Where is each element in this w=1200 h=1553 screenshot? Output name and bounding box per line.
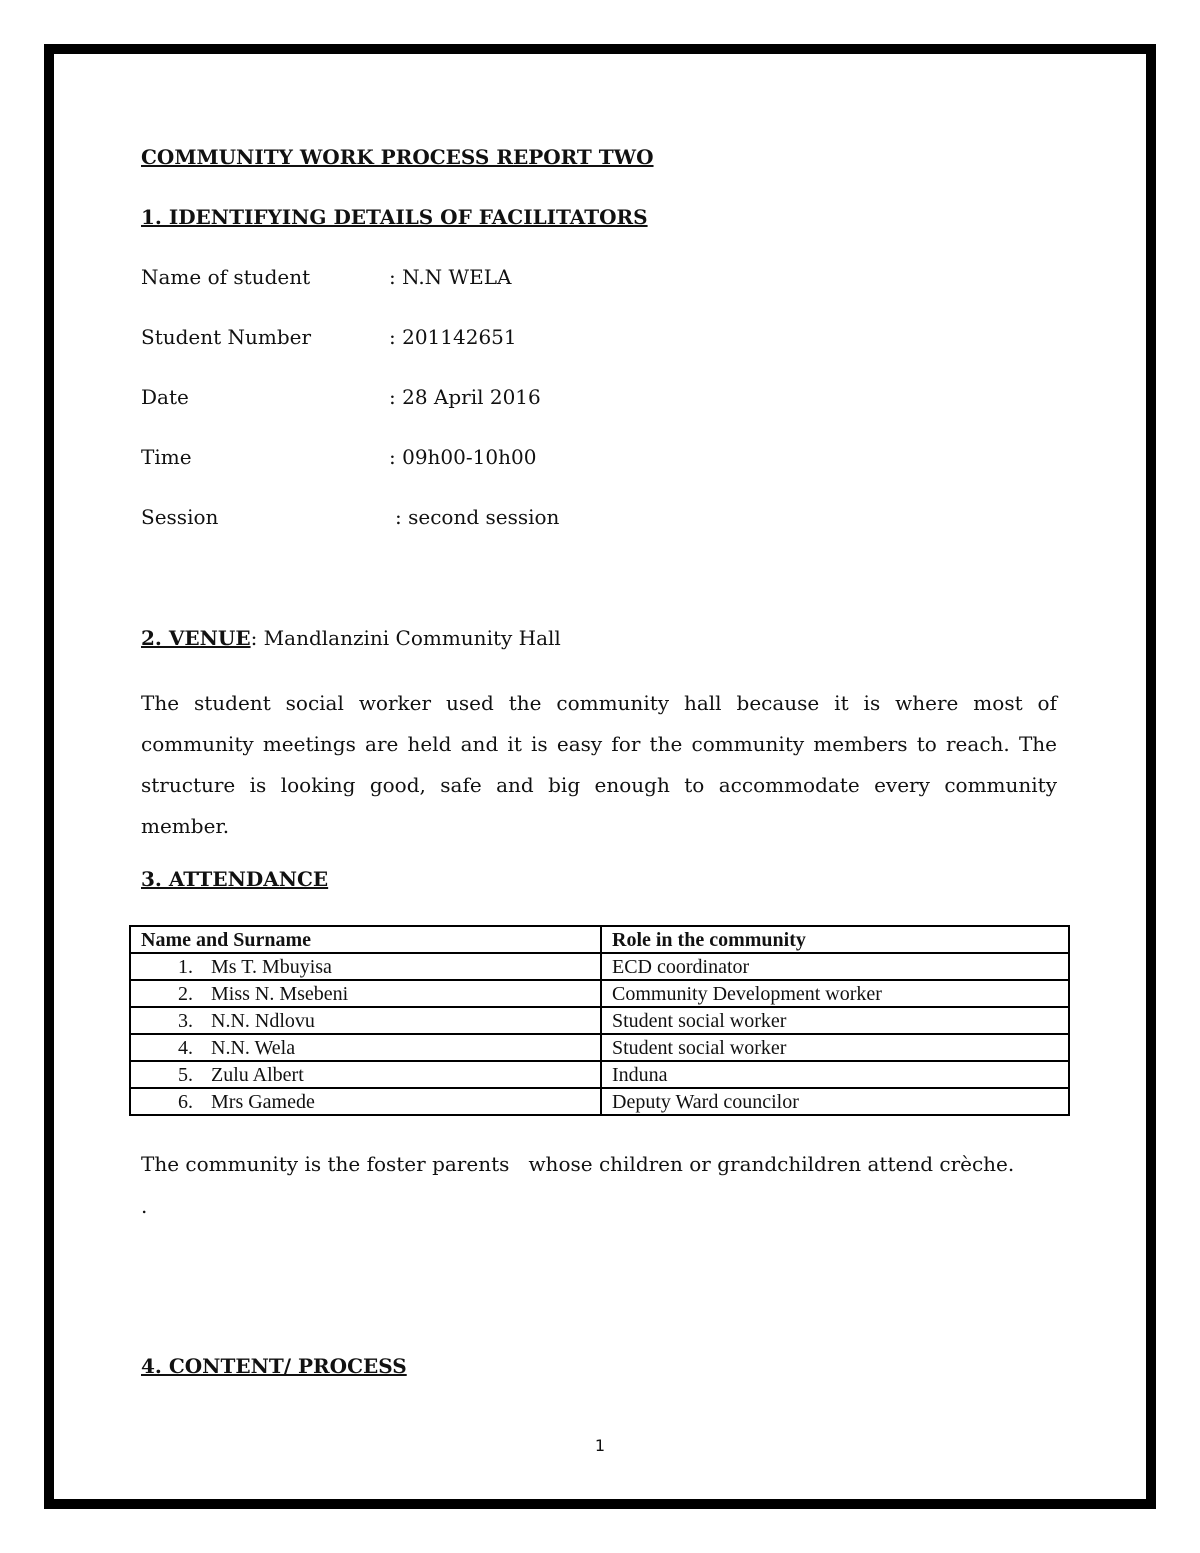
attendance-note: The community is the foster parents whose children or grandchildren attend crèche. — [141, 1152, 1015, 1176]
row-number: 1. — [178, 956, 193, 978]
venue-name: : Mandlanzini Community Hall — [250, 626, 561, 650]
row-number: 3. — [178, 1010, 193, 1032]
field-value-student-number: : 201142651 — [389, 325, 517, 349]
venue-paragraph: The student social worker used the community hall because it is where most of community meetings are held and it is easy for the community members to reach. The structure is looking good, safe and big enough to accommodate every community member. — [141, 691, 1057, 838]
row-number: 4. — [178, 1037, 193, 1059]
section-3-heading: 3. ATTENDANCE — [141, 867, 329, 891]
attendee-role: ECD coordinator — [601, 953, 1069, 980]
field-value-session: : second session — [395, 505, 560, 529]
table-row — [130, 980, 1069, 1007]
attendee-role: Induna — [601, 1061, 1069, 1088]
stray-dot: . — [141, 1194, 148, 1218]
attendee-name-cell — [130, 1007, 601, 1034]
attendee-role: Deputy Ward councilor — [601, 1088, 1069, 1115]
row-number: 2. — [178, 983, 193, 1005]
attendee-name-cell — [130, 1034, 601, 1061]
attendee-role: Student social worker — [601, 1007, 1069, 1034]
attendee-name-cell — [130, 1088, 601, 1115]
table-row — [130, 1034, 1069, 1061]
attendee-name: Ms T. Mbuyisa — [211, 956, 332, 978]
table-row — [130, 953, 1069, 980]
field-label-name: Name of student — [141, 265, 311, 289]
attendee-name: N.N. Ndlovu — [211, 1010, 315, 1032]
field-label-session: Session — [141, 505, 219, 529]
field-value-date: : 28 April 2016 — [389, 385, 541, 409]
attendee-role: Student social worker — [601, 1034, 1069, 1061]
table-row — [130, 1088, 1069, 1115]
column-header-name: Name and Surname — [130, 926, 601, 953]
attendee-role: Community Development worker — [601, 980, 1069, 1007]
field-label-student-number: Student Number — [141, 325, 312, 349]
row-number: 5. — [178, 1064, 193, 1086]
field-value-time: : 09h00-10h00 — [389, 445, 537, 469]
document-title: COMMUNITY WORK PROCESS REPORT TWO — [141, 145, 654, 169]
attendee-name: Mrs Gamede — [211, 1091, 315, 1113]
attendee-name: N.N. Wela — [211, 1037, 296, 1059]
attendance-table — [129, 925, 1070, 1116]
field-label-date: Date — [141, 385, 189, 409]
attendee-name: Miss N. Msebeni — [211, 983, 349, 1005]
attendee-name-cell — [130, 980, 601, 1007]
table-header-row — [130, 926, 1069, 953]
page-number: 1 — [594, 1436, 606, 1455]
row-number: 6. — [178, 1091, 193, 1113]
section-1-heading: 1. IDENTIFYING DETAILS OF FACILITATORS — [141, 205, 648, 229]
section-2-heading: 2. VENUE — [141, 626, 251, 650]
table-row — [130, 1061, 1069, 1088]
attendee-name: Zulu Albert — [211, 1064, 304, 1086]
field-label-time: Time — [141, 445, 192, 469]
field-value-name: : N.N WELA — [389, 265, 512, 289]
attendee-name-cell — [130, 953, 601, 980]
attendee-name-cell — [130, 1061, 601, 1088]
section-4-heading: 4. CONTENT/ PROCESS — [141, 1354, 407, 1378]
venue-line — [141, 626, 561, 650]
column-header-role: Role in the community — [601, 926, 1069, 953]
table-row — [130, 1007, 1069, 1034]
